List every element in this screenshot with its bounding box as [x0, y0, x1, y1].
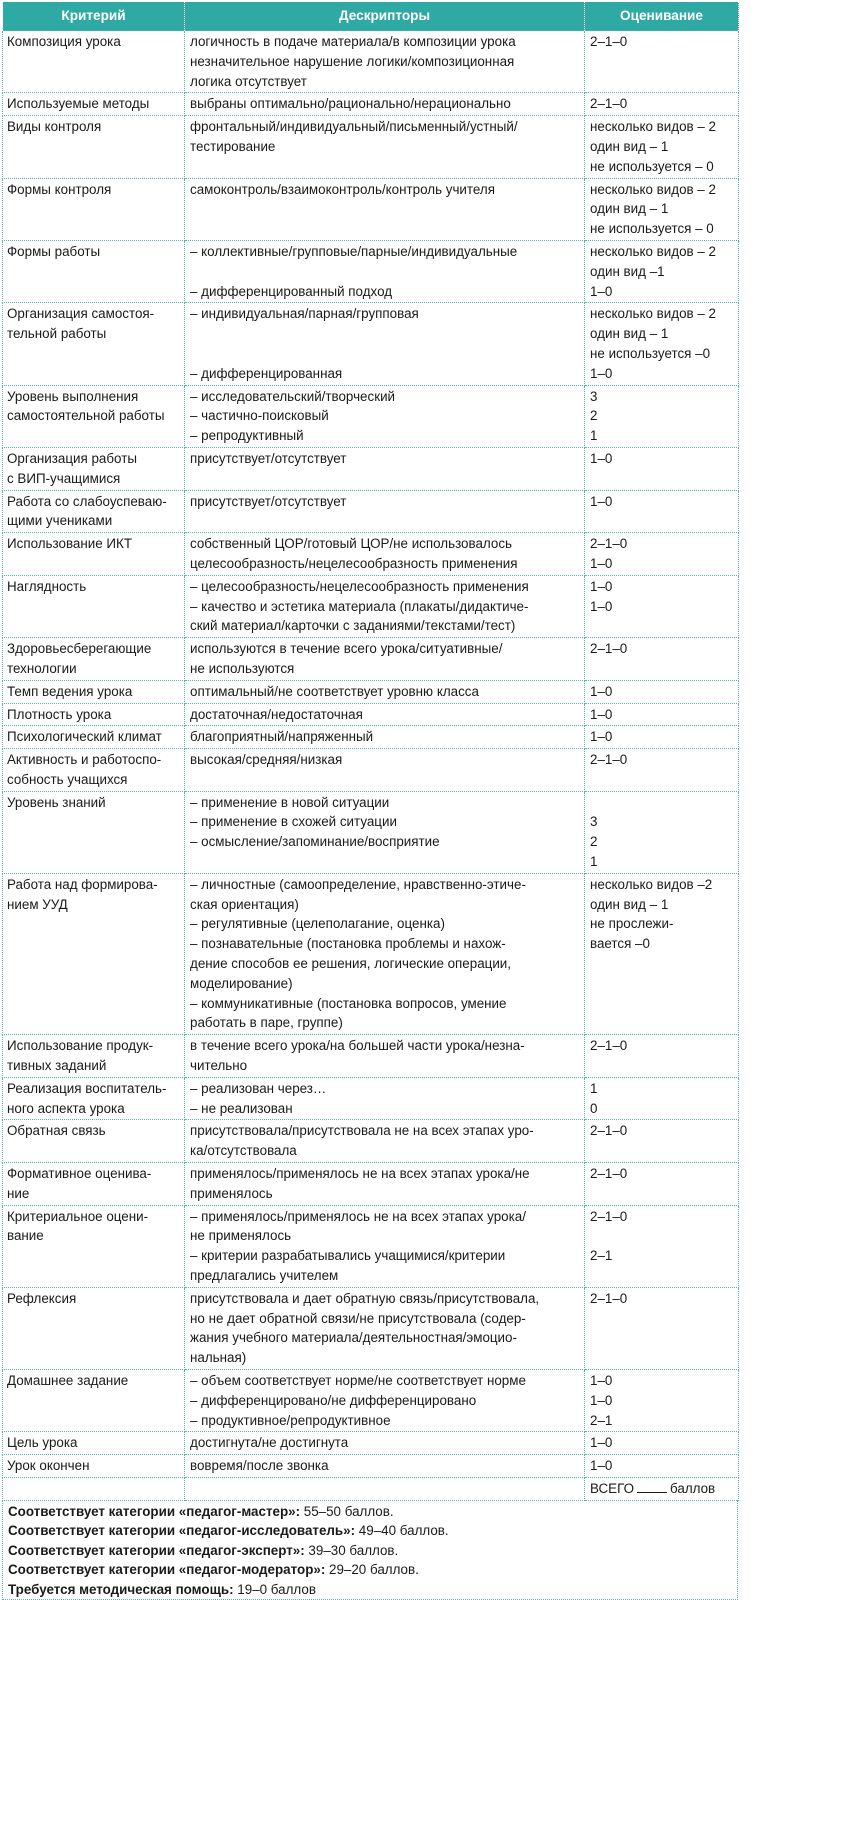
- criterion-cell: Здоровьесберегающие технологии: [3, 638, 185, 681]
- criterion-cell: Плотность урока: [3, 703, 185, 726]
- descriptors-cell: самоконтроль/взаимоконтроль/контроль учителя: [185, 178, 585, 240]
- score-cell: 2–1–0: [585, 1120, 739, 1163]
- category-line: [8, 1521, 732, 1540]
- descriptors-cell: – объем соответствует норме/не соответствует норме – дифференцировано/не дифференцировано – продуктивное/репродуктивное: [185, 1370, 585, 1432]
- table-row: [3, 575, 739, 637]
- header-evaluation: Оценивание: [585, 2, 739, 31]
- table-row: [3, 385, 739, 447]
- total-score-cell: [585, 1477, 739, 1500]
- table-row: [3, 1287, 739, 1369]
- table-row: [3, 1077, 739, 1120]
- descriptors-cell: фронтальный/индивидуальный/письменный/устный/ тестирование: [185, 116, 585, 178]
- score-cell: 1–0: [585, 680, 739, 703]
- score-cell: 1–0 1–0 2–1: [585, 1370, 739, 1432]
- table-row: [3, 680, 739, 703]
- criterion-cell: Работа со слабоуспеваю- щими учениками: [3, 490, 185, 533]
- descriptors-cell: выбраны оптимально/рационально/нерационально: [185, 93, 585, 116]
- table-row: [3, 533, 739, 576]
- criterion-cell: Виды контроля: [3, 116, 185, 178]
- criterion-cell: Обратная связь: [3, 1120, 185, 1163]
- descriptors-cell: – реализован через… – не реализован: [185, 1077, 585, 1120]
- criterion-cell: Использование продук- тивных заданий: [3, 1035, 185, 1078]
- table-row: [3, 116, 739, 178]
- criterion-cell: Организация работы с ВИП-учащимися: [3, 447, 185, 490]
- category-line: [8, 1560, 732, 1579]
- criterion-cell: Формы работы: [3, 240, 185, 302]
- score-cell: 2–1–0: [585, 1287, 739, 1369]
- descriptors-cell: достигнута/не достигнута: [185, 1432, 585, 1455]
- criterion-cell: Используемые методы: [3, 93, 185, 116]
- category-line: [8, 1502, 732, 1521]
- table-row: [3, 447, 739, 490]
- descriptors-cell: – коллективные/групповые/парные/индивидуальные – дифференцированный подход: [185, 240, 585, 302]
- category-range: 19–0 баллов: [233, 1581, 316, 1597]
- score-cell: 2–1–0 1–0: [585, 533, 739, 576]
- empty-cell: [185, 1477, 585, 1500]
- descriptors-cell: логичность в подаче материала/в композиции урока незначительное нарушение логики/композиционная логика отсутствует: [185, 31, 585, 93]
- score-cell: несколько видов – 2 один вид –1 1–0: [585, 240, 739, 302]
- table-row: [3, 638, 739, 681]
- descriptors-cell: присутствовала/присутствовала не на всех этапах уро- ка/отсутствовала: [185, 1120, 585, 1163]
- descriptors-cell: присутствовала и дает обратную связь/присутствовала, но не дает обратной связи/не присутствовала (содер- жания учебного материала/деятельностная/эмоцио- нальная): [185, 1287, 585, 1369]
- score-cell: несколько видов – 2 один вид – 1 не используется – 0: [585, 178, 739, 240]
- descriptors-cell: в течение всего урока/на большей части урока/незна- чительно: [185, 1035, 585, 1078]
- descriptors-cell: – применение в новой ситуации – применение в схожей ситуации – осмысление/запоминание/восприятие: [185, 791, 585, 873]
- category-line: [8, 1541, 732, 1560]
- table-row: [3, 1455, 739, 1478]
- score-cell: 2–1–0: [585, 638, 739, 681]
- descriptors-cell: присутствует/отсутствует: [185, 447, 585, 490]
- descriptors-cell: – исследовательский/творческий – частично-поисковый – репродуктивный: [185, 385, 585, 447]
- table-row: [3, 791, 739, 873]
- criterion-cell: Рефлексия: [3, 1287, 185, 1369]
- table-row: [3, 240, 739, 302]
- criterion-cell: Уровень знаний: [3, 791, 185, 873]
- descriptors-cell: собственный ЦОР/готовый ЦОР/не использовалось целесообразность/нецелесообразность применения: [185, 533, 585, 576]
- score-cell: 1–0: [585, 726, 739, 749]
- category-summary: [2, 1500, 738, 1600]
- criterion-cell: Использование ИКТ: [3, 533, 185, 576]
- score-cell: 1 0: [585, 1077, 739, 1120]
- table-header-row: [3, 2, 739, 31]
- criterion-cell: Формативное оценива- ние: [3, 1163, 185, 1206]
- criterion-cell: Формы контроля: [3, 178, 185, 240]
- table-row: [3, 1120, 739, 1163]
- category-label: Соответствует категории «педагог-исследователь»:: [8, 1523, 356, 1539]
- descriptors-cell: оптимальный/не соответствует уровню класса: [185, 680, 585, 703]
- category-range: 49–40 баллов.: [355, 1523, 449, 1539]
- descriptors-cell: используются в течение всего урока/ситуативные/ не используются: [185, 638, 585, 681]
- score-cell: 1–0 1–0: [585, 575, 739, 637]
- criterion-cell: Наглядность: [3, 575, 185, 637]
- criterion-cell: Уровень выполнения самостоятельной работы: [3, 385, 185, 447]
- category-line: [8, 1580, 732, 1599]
- criterion-cell: Критериальное оцени- вание: [3, 1205, 185, 1287]
- criterion-cell: Композиция урока: [3, 31, 185, 93]
- table-row: [3, 93, 739, 116]
- descriptors-cell: вовремя/после звонка: [185, 1455, 585, 1478]
- criterion-cell: Реализация воспитатель- ного аспекта урока: [3, 1077, 185, 1120]
- table-row: [3, 1035, 739, 1078]
- total-blank-field[interactable]: [637, 1479, 667, 1493]
- table-row: [3, 303, 739, 385]
- table-row: [3, 1370, 739, 1432]
- descriptors-cell: достаточная/недостаточная: [185, 703, 585, 726]
- score-cell: 2–1–0: [585, 1163, 739, 1206]
- total-row: [3, 1477, 739, 1500]
- table-row: [3, 490, 739, 533]
- descriptors-cell: – личностные (самоопределение, нравственно-этиче- ская ориентация) – регулятивные (целеполагание, оценка) – познавательные (постановка проблемы и нахож- дение способов ее решения, логические операции, моделирование) – коммуникативные (постановка вопросов, умение работать в паре, группе): [185, 873, 585, 1034]
- descriptors-cell: применялось/применялось не на всех этапах урока/не применялось: [185, 1163, 585, 1206]
- category-label: Требуется методическая помощь:: [8, 1581, 234, 1597]
- criterion-cell: Психологический климат: [3, 726, 185, 749]
- criterion-cell: Темп ведения урока: [3, 680, 185, 703]
- category-range: 29–20 баллов.: [325, 1562, 419, 1578]
- category-range: 55–50 баллов.: [300, 1504, 394, 1519]
- score-cell: 2–1–0 2–1: [585, 1205, 739, 1287]
- descriptors-cell: высокая/средняя/низкая: [185, 749, 585, 792]
- descriptors-cell: – целесообразность/нецелесообразность применения – качество и эстетика материала (плакаты/дидактиче- ский материал/карточки с заданиями/текстами/тест): [185, 575, 585, 637]
- criterion-cell: Домашнее задание: [3, 1370, 185, 1432]
- score-cell: несколько видов –2 один вид – 1 не прослежи- вается –0: [585, 873, 739, 1034]
- descriptors-cell: – применялось/применялось не на всех этапах урока/ не применялось – критерии разрабатывались учащимися/критерии предлагались учителем: [185, 1205, 585, 1287]
- table-row: [3, 873, 739, 1034]
- table-row: [3, 749, 739, 792]
- total-unit: баллов: [670, 1480, 716, 1496]
- score-cell: 1–0: [585, 703, 739, 726]
- score-cell: несколько видов – 2 один вид – 1 не используется –0 1–0: [585, 303, 739, 385]
- category-label: Соответствует категории «педагог-мастер»:: [8, 1504, 301, 1519]
- criterion-cell: Организация самостоя- тельной работы: [3, 303, 185, 385]
- score-cell: 3 2 1: [585, 385, 739, 447]
- table-body: [3, 31, 739, 1501]
- score-cell: 1–0: [585, 490, 739, 533]
- score-cell: 3 2 1: [585, 791, 739, 873]
- criterion-cell: Активность и работоспо- собность учащихся: [3, 749, 185, 792]
- score-cell: 1–0: [585, 1432, 739, 1455]
- table-row: [3, 726, 739, 749]
- table-row: [3, 178, 739, 240]
- category-label: Соответствует категории «педагог-эксперт»:: [8, 1542, 305, 1558]
- evaluation-table: [2, 2, 739, 1501]
- score-cell: 2–1–0: [585, 1035, 739, 1078]
- score-cell: 1–0: [585, 1455, 739, 1478]
- descriptors-cell: благоприятный/напряженный: [185, 726, 585, 749]
- table-row: [3, 1432, 739, 1455]
- category-label: Соответствует категории «педагог-модератор»:: [8, 1562, 326, 1578]
- table-row: [3, 31, 739, 93]
- descriptors-cell: – индивидуальная/парная/групповая – дифференцированная: [185, 303, 585, 385]
- empty-cell: [3, 1477, 185, 1500]
- descriptors-cell: присутствует/отсутствует: [185, 490, 585, 533]
- table-row: [3, 1205, 739, 1287]
- score-cell: несколько видов – 2 один вид – 1 не используется – 0: [585, 116, 739, 178]
- total-label: ВСЕГО: [590, 1480, 635, 1496]
- criterion-cell: Урок окончен: [3, 1455, 185, 1478]
- score-cell: 1–0: [585, 447, 739, 490]
- criterion-cell: Работа над формирова- нием УУД: [3, 873, 185, 1034]
- criterion-cell: Цель урока: [3, 1432, 185, 1455]
- score-cell: 2–1–0: [585, 31, 739, 93]
- score-cell: 2–1–0: [585, 749, 739, 792]
- header-descriptors: Дескрипторы: [185, 2, 585, 31]
- table-row: [3, 703, 739, 726]
- score-cell: 2–1–0: [585, 93, 739, 116]
- header-criterion: Критерий: [3, 2, 185, 31]
- category-range: 39–30 баллов.: [304, 1542, 399, 1558]
- table-row: [3, 1163, 739, 1206]
